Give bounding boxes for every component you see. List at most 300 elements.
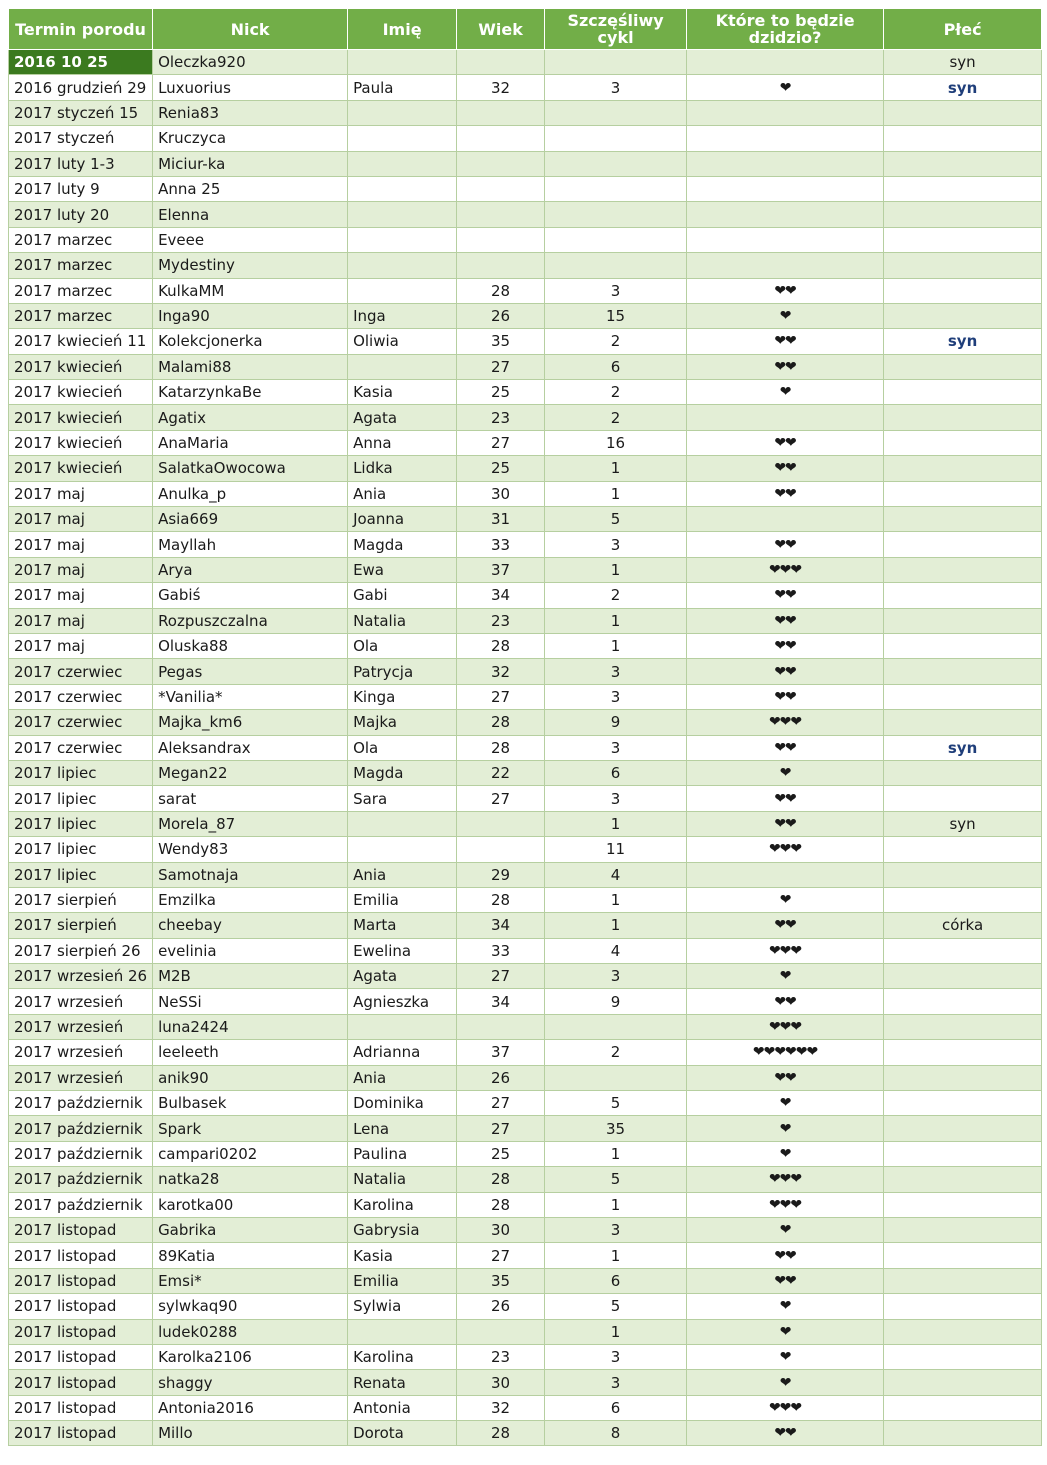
due-date-cell[interactable]: 2017 marzec	[9, 227, 153, 252]
due-date-cell[interactable]: 2017 kwiecień	[9, 456, 153, 481]
age-cell[interactable]: 28	[457, 735, 545, 760]
hearts-cell[interactable]	[687, 837, 884, 862]
due-date-cell[interactable]: 2017 kwiecień 11	[9, 329, 153, 354]
age-cell[interactable]: 33	[457, 938, 545, 963]
name-cell[interactable]: Paula	[348, 75, 457, 100]
gender-cell[interactable]	[884, 532, 1042, 557]
gender-cell[interactable]	[884, 100, 1042, 125]
nick-cell[interactable]: Malami88	[153, 354, 348, 379]
name-cell[interactable]: Kasia	[348, 1243, 457, 1268]
nick-cell[interactable]: Oluska88	[153, 633, 348, 658]
nick-cell[interactable]: KulkaMM	[153, 278, 348, 303]
age-cell[interactable]: 27	[457, 1243, 545, 1268]
age-cell[interactable]: 30	[457, 481, 545, 506]
nick-cell[interactable]: M2B	[153, 964, 348, 989]
lucky-cycle-cell[interactable]: 6	[545, 1268, 687, 1293]
nick-cell[interactable]: anik90	[153, 1065, 348, 1090]
lucky-cycle-cell[interactable]	[545, 176, 687, 201]
age-cell[interactable]	[457, 837, 545, 862]
hearts-cell[interactable]	[687, 1370, 884, 1395]
name-cell[interactable]: Lidka	[348, 456, 457, 481]
gender-cell[interactable]	[884, 1091, 1042, 1116]
age-cell[interactable]: 37	[457, 557, 545, 582]
lucky-cycle-cell[interactable]	[545, 1014, 687, 1039]
age-cell[interactable]: 26	[457, 303, 545, 328]
gender-cell[interactable]	[884, 354, 1042, 379]
gender-cell[interactable]	[884, 1116, 1042, 1141]
gender-cell[interactable]	[884, 227, 1042, 252]
due-date-cell[interactable]: 2017 listopad	[9, 1243, 153, 1268]
name-cell[interactable]: Emilia	[348, 1268, 457, 1293]
due-date-cell[interactable]: 2017 luty 1-3	[9, 151, 153, 176]
nick-cell[interactable]: Emzilka	[153, 887, 348, 912]
name-cell[interactable]	[348, 278, 457, 303]
lucky-cycle-cell[interactable]: 3	[545, 659, 687, 684]
hearts-cell[interactable]	[687, 1268, 884, 1293]
due-date-cell[interactable]: 2017 listopad	[9, 1370, 153, 1395]
nick-cell[interactable]: campari0202	[153, 1141, 348, 1166]
lucky-cycle-cell[interactable]: 2	[545, 583, 687, 608]
due-date-cell[interactable]: 2017 czerwiec	[9, 659, 153, 684]
name-cell[interactable]: Dorota	[348, 1421, 457, 1446]
lucky-cycle-cell[interactable]: 15	[545, 303, 687, 328]
age-cell[interactable]: 27	[457, 684, 545, 709]
gender-cell[interactable]: syn	[884, 75, 1042, 100]
gender-cell[interactable]	[884, 887, 1042, 912]
hearts-cell[interactable]	[687, 710, 884, 735]
name-cell[interactable]: Magda	[348, 532, 457, 557]
gender-cell[interactable]	[884, 507, 1042, 532]
name-cell[interactable]: Kasia	[348, 380, 457, 405]
hearts-cell[interactable]	[687, 1167, 884, 1192]
hearts-cell[interactable]	[687, 329, 884, 354]
nick-cell[interactable]: Kruczyca	[153, 126, 348, 151]
gender-cell[interactable]	[884, 456, 1042, 481]
due-date-cell[interactable]: 2017 maj	[9, 507, 153, 532]
name-cell[interactable]: Ewelina	[348, 938, 457, 963]
lucky-cycle-cell[interactable]: 1	[545, 1319, 687, 1344]
age-cell[interactable]: 25	[457, 456, 545, 481]
nick-cell[interactable]: Gabiś	[153, 583, 348, 608]
gender-cell[interactable]: syn	[884, 329, 1042, 354]
lucky-cycle-cell[interactable]: 3	[545, 75, 687, 100]
hearts-cell[interactable]	[687, 938, 884, 963]
name-cell[interactable]: Marta	[348, 913, 457, 938]
hearts-cell[interactable]	[687, 176, 884, 201]
age-cell[interactable]: 28	[457, 1167, 545, 1192]
header-lucky-cycle[interactable]: Szczęśliwy cykl	[545, 9, 687, 50]
name-cell[interactable]: Karolina	[348, 1192, 457, 1217]
lucky-cycle-cell[interactable]: 4	[545, 938, 687, 963]
due-date-cell[interactable]: 2016 10 25	[9, 50, 153, 75]
age-cell[interactable]: 27	[457, 1116, 545, 1141]
name-cell[interactable]	[348, 354, 457, 379]
hearts-cell[interactable]	[687, 608, 884, 633]
lucky-cycle-cell[interactable]: 3	[545, 532, 687, 557]
name-cell[interactable]: Patrycja	[348, 659, 457, 684]
nick-cell[interactable]: cheebay	[153, 913, 348, 938]
age-cell[interactable]	[457, 100, 545, 125]
nick-cell[interactable]: ludek0288	[153, 1319, 348, 1344]
due-date-cell[interactable]: 2017 listopad	[9, 1421, 153, 1446]
nick-cell[interactable]: Karolka2106	[153, 1344, 348, 1369]
name-cell[interactable]	[348, 176, 457, 201]
nick-cell[interactable]: shaggy	[153, 1370, 348, 1395]
hearts-cell[interactable]	[687, 1243, 884, 1268]
gender-cell[interactable]	[884, 633, 1042, 658]
gender-cell[interactable]	[884, 1294, 1042, 1319]
nick-cell[interactable]: Agatix	[153, 405, 348, 430]
lucky-cycle-cell[interactable]: 1	[545, 557, 687, 582]
name-cell[interactable]: Adrianna	[348, 1040, 457, 1065]
age-cell[interactable]: 33	[457, 532, 545, 557]
header-name[interactable]: Imię	[348, 9, 457, 50]
hearts-cell[interactable]	[687, 430, 884, 455]
due-date-cell[interactable]: 2017 listopad	[9, 1319, 153, 1344]
gender-cell[interactable]	[884, 430, 1042, 455]
hearts-cell[interactable]	[687, 633, 884, 658]
nick-cell[interactable]: natka28	[153, 1167, 348, 1192]
nick-cell[interactable]: AnaMaria	[153, 430, 348, 455]
nick-cell[interactable]: Mydestiny	[153, 253, 348, 278]
due-date-cell[interactable]: 2017 wrzesień	[9, 1065, 153, 1090]
nick-cell[interactable]: Kolekcjonerka	[153, 329, 348, 354]
name-cell[interactable]: Agata	[348, 964, 457, 989]
lucky-cycle-cell[interactable]: 1	[545, 1243, 687, 1268]
hearts-cell[interactable]	[687, 507, 884, 532]
gender-cell[interactable]	[884, 303, 1042, 328]
gender-cell[interactable]	[884, 1192, 1042, 1217]
due-date-cell[interactable]: 2017 lipiec	[9, 811, 153, 836]
gender-cell[interactable]	[884, 1243, 1042, 1268]
nick-cell[interactable]: Renia83	[153, 100, 348, 125]
name-cell[interactable]	[348, 811, 457, 836]
nick-cell[interactable]: Inga90	[153, 303, 348, 328]
due-date-cell[interactable]: 2017 listopad	[9, 1395, 153, 1420]
hearts-cell[interactable]	[687, 1014, 884, 1039]
nick-cell[interactable]: Luxuorius	[153, 75, 348, 100]
gender-cell[interactable]	[884, 126, 1042, 151]
lucky-cycle-cell[interactable]: 3	[545, 786, 687, 811]
gender-cell[interactable]	[884, 938, 1042, 963]
gender-cell[interactable]	[884, 1141, 1042, 1166]
gender-cell[interactable]	[884, 1217, 1042, 1242]
hearts-cell[interactable]	[687, 786, 884, 811]
due-date-cell[interactable]: 2017 lipiec	[9, 760, 153, 785]
nick-cell[interactable]: Eveee	[153, 227, 348, 252]
lucky-cycle-cell[interactable]: 2	[545, 1040, 687, 1065]
hearts-cell[interactable]	[687, 1344, 884, 1369]
name-cell[interactable]: Lena	[348, 1116, 457, 1141]
nick-cell[interactable]: Elenna	[153, 202, 348, 227]
lucky-cycle-cell[interactable]: 1	[545, 1192, 687, 1217]
nick-cell[interactable]: Asia669	[153, 507, 348, 532]
due-date-cell[interactable]: 2017 lipiec	[9, 862, 153, 887]
age-cell[interactable]	[457, 176, 545, 201]
lucky-cycle-cell[interactable]	[545, 151, 687, 176]
age-cell[interactable]: 28	[457, 710, 545, 735]
lucky-cycle-cell[interactable]: 8	[545, 1421, 687, 1446]
nick-cell[interactable]: Wendy83	[153, 837, 348, 862]
name-cell[interactable]: Natalia	[348, 1167, 457, 1192]
name-cell[interactable]: Agnieszka	[348, 989, 457, 1014]
age-cell[interactable]: 35	[457, 329, 545, 354]
nick-cell[interactable]: Mayllah	[153, 532, 348, 557]
age-cell[interactable]: 27	[457, 964, 545, 989]
nick-cell[interactable]: leeleeth	[153, 1040, 348, 1065]
age-cell[interactable]: 26	[457, 1294, 545, 1319]
gender-cell[interactable]	[884, 1421, 1042, 1446]
age-cell[interactable]: 30	[457, 1217, 545, 1242]
name-cell[interactable]	[348, 50, 457, 75]
due-date-cell[interactable]: 2017 marzec	[9, 278, 153, 303]
lucky-cycle-cell[interactable]: 2	[545, 329, 687, 354]
due-date-cell[interactable]: 2017 czerwiec	[9, 710, 153, 735]
hearts-cell[interactable]	[687, 684, 884, 709]
age-cell[interactable]: 31	[457, 507, 545, 532]
lucky-cycle-cell[interactable]	[545, 100, 687, 125]
gender-cell[interactable]	[884, 253, 1042, 278]
lucky-cycle-cell[interactable]: 6	[545, 760, 687, 785]
hearts-cell[interactable]	[687, 862, 884, 887]
gender-cell[interactable]	[884, 151, 1042, 176]
name-cell[interactable]: Ola	[348, 633, 457, 658]
gender-cell[interactable]	[884, 837, 1042, 862]
name-cell[interactable]: Joanna	[348, 507, 457, 532]
gender-cell[interactable]: córka	[884, 913, 1042, 938]
due-date-cell[interactable]: 2017 luty 20	[9, 202, 153, 227]
due-date-cell[interactable]: 2017 sierpień 26	[9, 938, 153, 963]
age-cell[interactable]: 34	[457, 989, 545, 1014]
lucky-cycle-cell[interactable]: 1	[545, 913, 687, 938]
age-cell[interactable]: 28	[457, 1421, 545, 1446]
nick-cell[interactable]: Samotnaja	[153, 862, 348, 887]
name-cell[interactable]: Emilia	[348, 887, 457, 912]
name-cell[interactable]: Kinga	[348, 684, 457, 709]
lucky-cycle-cell[interactable]: 5	[545, 1167, 687, 1192]
hearts-cell[interactable]	[687, 1091, 884, 1116]
nick-cell[interactable]: 89Katia	[153, 1243, 348, 1268]
name-cell[interactable]: Majka	[348, 710, 457, 735]
age-cell[interactable]: 29	[457, 862, 545, 887]
due-date-cell[interactable]: 2017 sierpień	[9, 887, 153, 912]
gender-cell[interactable]	[884, 1370, 1042, 1395]
header-nick[interactable]: Nick	[153, 9, 348, 50]
nick-cell[interactable]: Anulka_p	[153, 481, 348, 506]
name-cell[interactable]: Gabrysia	[348, 1217, 457, 1242]
hearts-cell[interactable]	[687, 354, 884, 379]
due-date-cell[interactable]: 2017 kwiecień	[9, 405, 153, 430]
hearts-cell[interactable]	[687, 456, 884, 481]
header-which-baby[interactable]: Które to będzie dzidzio?	[687, 9, 884, 50]
due-date-cell[interactable]: 2017 marzec	[9, 303, 153, 328]
age-cell[interactable]: 27	[457, 786, 545, 811]
header-gender[interactable]: Płeć	[884, 9, 1042, 50]
age-cell[interactable]	[457, 126, 545, 151]
gender-cell[interactable]	[884, 380, 1042, 405]
due-date-cell[interactable]: 2017 październik	[9, 1116, 153, 1141]
nick-cell[interactable]: Miciur-ka	[153, 151, 348, 176]
due-date-cell[interactable]: 2017 lipiec	[9, 786, 153, 811]
gender-cell[interactable]	[884, 1167, 1042, 1192]
age-cell[interactable]: 28	[457, 633, 545, 658]
nick-cell[interactable]: Rozpuszczalna	[153, 608, 348, 633]
lucky-cycle-cell[interactable]: 2	[545, 380, 687, 405]
gender-cell[interactable]	[884, 557, 1042, 582]
lucky-cycle-cell[interactable]: 3	[545, 684, 687, 709]
age-cell[interactable]: 27	[457, 430, 545, 455]
gender-cell[interactable]	[884, 710, 1042, 735]
age-cell[interactable]: 23	[457, 405, 545, 430]
due-date-cell[interactable]: 2017 czerwiec	[9, 684, 153, 709]
nick-cell[interactable]: NeSSi	[153, 989, 348, 1014]
due-date-cell[interactable]: 2017 wrzesień	[9, 989, 153, 1014]
lucky-cycle-cell[interactable]: 1	[545, 608, 687, 633]
header-due-date[interactable]: Termin porodu	[9, 9, 153, 50]
name-cell[interactable]: Oliwia	[348, 329, 457, 354]
age-cell[interactable]: 35	[457, 1268, 545, 1293]
hearts-cell[interactable]	[687, 1421, 884, 1446]
age-cell[interactable]	[457, 202, 545, 227]
lucky-cycle-cell[interactable]: 6	[545, 354, 687, 379]
lucky-cycle-cell[interactable]: 35	[545, 1116, 687, 1141]
age-cell[interactable]: 22	[457, 760, 545, 785]
gender-cell[interactable]	[884, 659, 1042, 684]
hearts-cell[interactable]	[687, 735, 884, 760]
due-date-cell[interactable]: 2017 lipiec	[9, 837, 153, 862]
hearts-cell[interactable]	[687, 1065, 884, 1090]
due-date-cell[interactable]: 2017 czerwiec	[9, 735, 153, 760]
gender-cell[interactable]	[884, 1014, 1042, 1039]
due-date-cell[interactable]: 2017 październik	[9, 1091, 153, 1116]
hearts-cell[interactable]	[687, 380, 884, 405]
hearts-cell[interactable]	[687, 278, 884, 303]
gender-cell[interactable]	[884, 989, 1042, 1014]
name-cell[interactable]: Sara	[348, 786, 457, 811]
gender-cell[interactable]	[884, 862, 1042, 887]
age-cell[interactable]: 25	[457, 380, 545, 405]
hearts-cell[interactable]	[687, 583, 884, 608]
gender-cell[interactable]	[884, 278, 1042, 303]
age-cell[interactable]: 27	[457, 1091, 545, 1116]
due-date-cell[interactable]: 2017 wrzesień	[9, 1014, 153, 1039]
lucky-cycle-cell[interactable]: 1	[545, 811, 687, 836]
gender-cell[interactable]	[884, 684, 1042, 709]
due-date-cell[interactable]: 2017 kwiecień	[9, 380, 153, 405]
nick-cell[interactable]: Majka_km6	[153, 710, 348, 735]
lucky-cycle-cell[interactable]: 3	[545, 964, 687, 989]
due-date-cell[interactable]: 2017 październik	[9, 1141, 153, 1166]
name-cell[interactable]: Ola	[348, 735, 457, 760]
header-age[interactable]: Wiek	[457, 9, 545, 50]
due-date-cell[interactable]: 2017 styczeń 15	[9, 100, 153, 125]
name-cell[interactable]: Natalia	[348, 608, 457, 633]
hearts-cell[interactable]	[687, 1192, 884, 1217]
hearts-cell[interactable]	[687, 303, 884, 328]
lucky-cycle-cell[interactable]: 1	[545, 481, 687, 506]
gender-cell[interactable]: syn	[884, 811, 1042, 836]
lucky-cycle-cell[interactable]: 5	[545, 1294, 687, 1319]
name-cell[interactable]: Dominika	[348, 1091, 457, 1116]
hearts-cell[interactable]	[687, 50, 884, 75]
gender-cell[interactable]	[884, 964, 1042, 989]
gender-cell[interactable]	[884, 1065, 1042, 1090]
hearts-cell[interactable]	[687, 126, 884, 151]
name-cell[interactable]: Anna	[348, 430, 457, 455]
due-date-cell[interactable]: 2017 listopad	[9, 1344, 153, 1369]
name-cell[interactable]: Ewa	[348, 557, 457, 582]
name-cell[interactable]	[348, 151, 457, 176]
name-cell[interactable]	[348, 1319, 457, 1344]
gender-cell[interactable]	[884, 176, 1042, 201]
lucky-cycle-cell[interactable]: 4	[545, 862, 687, 887]
nick-cell[interactable]: Morela_87	[153, 811, 348, 836]
nick-cell[interactable]: sylwkaq90	[153, 1294, 348, 1319]
age-cell[interactable]	[457, 253, 545, 278]
name-cell[interactable]: Ania	[348, 481, 457, 506]
due-date-cell[interactable]: 2017 listopad	[9, 1268, 153, 1293]
hearts-cell[interactable]	[687, 202, 884, 227]
lucky-cycle-cell[interactable]: 2	[545, 405, 687, 430]
lucky-cycle-cell[interactable]: 9	[545, 710, 687, 735]
nick-cell[interactable]: Millo	[153, 1421, 348, 1446]
lucky-cycle-cell[interactable]	[545, 1065, 687, 1090]
hearts-cell[interactable]	[687, 989, 884, 1014]
gender-cell[interactable]	[884, 786, 1042, 811]
nick-cell[interactable]: Oleczka920	[153, 50, 348, 75]
hearts-cell[interactable]	[687, 481, 884, 506]
lucky-cycle-cell[interactable]: 11	[545, 837, 687, 862]
lucky-cycle-cell[interactable]: 3	[545, 1217, 687, 1242]
hearts-cell[interactable]	[687, 913, 884, 938]
gender-cell[interactable]	[884, 1344, 1042, 1369]
hearts-cell[interactable]	[687, 1294, 884, 1319]
lucky-cycle-cell[interactable]	[545, 50, 687, 75]
due-date-cell[interactable]: 2017 październik	[9, 1192, 153, 1217]
hearts-cell[interactable]	[687, 964, 884, 989]
hearts-cell[interactable]	[687, 227, 884, 252]
hearts-cell[interactable]	[687, 1217, 884, 1242]
name-cell[interactable]: Gabi	[348, 583, 457, 608]
age-cell[interactable]: 25	[457, 1141, 545, 1166]
gender-cell[interactable]	[884, 583, 1042, 608]
age-cell[interactable]: 28	[457, 887, 545, 912]
due-date-cell[interactable]: 2017 maj	[9, 481, 153, 506]
gender-cell[interactable]	[884, 202, 1042, 227]
hearts-cell[interactable]	[687, 75, 884, 100]
due-date-cell[interactable]: 2017 sierpień	[9, 913, 153, 938]
due-date-cell[interactable]: 2017 maj	[9, 557, 153, 582]
name-cell[interactable]: Agata	[348, 405, 457, 430]
due-date-cell[interactable]: 2017 maj	[9, 583, 153, 608]
name-cell[interactable]: Paulina	[348, 1141, 457, 1166]
nick-cell[interactable]: Anna 25	[153, 176, 348, 201]
nick-cell[interactable]: Megan22	[153, 760, 348, 785]
name-cell[interactable]: Karolina	[348, 1344, 457, 1369]
age-cell[interactable]: 28	[457, 278, 545, 303]
gender-cell[interactable]	[884, 1319, 1042, 1344]
due-date-cell[interactable]: 2017 kwiecień	[9, 430, 153, 455]
lucky-cycle-cell[interactable]: 1	[545, 1141, 687, 1166]
due-date-cell[interactable]: 2017 maj	[9, 608, 153, 633]
age-cell[interactable]: 34	[457, 913, 545, 938]
hearts-cell[interactable]	[687, 253, 884, 278]
due-date-cell[interactable]: 2017 wrzesień 26	[9, 964, 153, 989]
hearts-cell[interactable]	[687, 557, 884, 582]
name-cell[interactable]	[348, 1014, 457, 1039]
age-cell[interactable]: 28	[457, 1192, 545, 1217]
nick-cell[interactable]: Emsi*	[153, 1268, 348, 1293]
